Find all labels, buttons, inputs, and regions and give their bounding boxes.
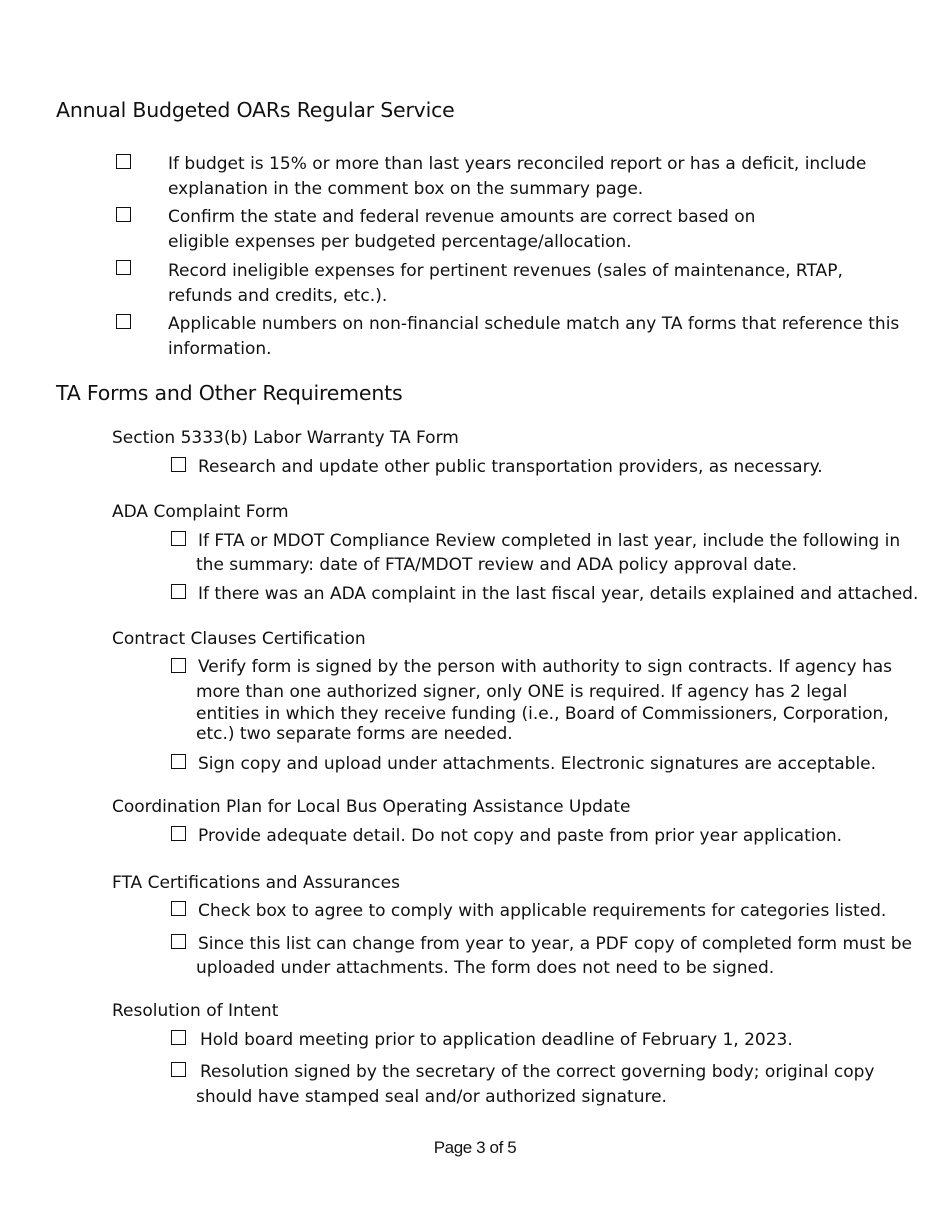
item-text-line: Record ineligible expenses for pertinent revenues (sales of maintenance, RTAP, xyxy=(168,261,843,281)
item-text-line: Confirm the state and federal revenue amounts are correct based on xyxy=(168,207,756,227)
item-verify-signed xyxy=(198,656,892,678)
checkbox-ineligible-expenses[interactable] xyxy=(116,260,131,275)
item-text-line: uploaded under attachments. The form does not need to be signed. xyxy=(196,958,775,978)
item-text-line: refunds and credits, etc.). xyxy=(168,286,388,306)
item-text-line: eligible expenses per budgeted percentage/allocation. xyxy=(168,232,632,252)
subheading-resolution-intent: Resolution of Intent xyxy=(112,1001,279,1021)
section-title-annual-budgeted: Annual Budgeted OARs Regular Service xyxy=(56,98,455,122)
item-text-line: If FTA or MDOT Compliance Review completed in last year, include the following in xyxy=(198,531,901,551)
item-verify-signed-cont xyxy=(196,681,889,745)
item-text-line: Resolution signed by the secretary of the correct governing body; original copy xyxy=(200,1062,875,1082)
subheading-fta-certifications: FTA Certifications and Assurances xyxy=(112,873,400,893)
item-board-meeting: Hold board meeting prior to application deadline of February 1, 2023. xyxy=(200,1030,793,1050)
item-text-line: explanation in the comment box on the summary page. xyxy=(168,179,644,199)
item-resolution-signed-cont xyxy=(196,1086,667,1108)
item-pdf-copy-cont xyxy=(196,957,774,979)
item-adequate-detail: Provide adequate detail. Do not copy and paste from prior year application. xyxy=(198,826,843,846)
checkbox-board-meeting[interactable] xyxy=(171,1030,186,1045)
item-ada-review-cont xyxy=(196,554,797,576)
item-non-financial xyxy=(168,312,899,362)
checkbox-resolution-signed[interactable] xyxy=(171,1062,186,1077)
item-ada-complaint: If there was an ADA complaint in the last fiscal year, details explained and attached. xyxy=(198,584,919,604)
checkbox-verify-signed[interactable] xyxy=(171,658,186,673)
item-text-line: Since this list can change from year to year, a PDF copy of completed form must be xyxy=(198,934,912,954)
item-text-line: information. xyxy=(168,339,272,359)
item-budget-deficit xyxy=(168,152,866,202)
item-ineligible-expenses xyxy=(168,259,843,309)
checkbox-non-financial[interactable] xyxy=(116,314,131,329)
item-text-line: more than one authorized signer, only ONE is required. If agency has 2 legal xyxy=(196,682,848,702)
checkbox-pdf-copy[interactable] xyxy=(171,934,186,949)
checkbox-sign-copy[interactable] xyxy=(171,754,186,769)
item-text-line: If budget is 15% or more than last years reconciled report or has a deficit, include xyxy=(168,154,867,174)
subheading-labor-warranty: Section 5333(b) Labor Warranty TA Form xyxy=(112,428,459,448)
item-text-line: should have stamped seal and/or authorized signature. xyxy=(196,1087,667,1107)
item-text-line: Verify form is signed by the person with authority to sign contracts. If agency has xyxy=(198,657,893,677)
checkbox-budget-deficit[interactable] xyxy=(116,154,131,169)
page-number: Page 3 of 5 xyxy=(433,1138,517,1157)
subheading-ada-complaint: ADA Complaint Form xyxy=(112,502,289,522)
item-text-line: etc.) two separate forms are needed. xyxy=(196,724,513,744)
item-pdf-copy xyxy=(198,933,912,955)
checkbox-ada-complaint[interactable] xyxy=(171,584,186,599)
checkbox-agree-comply[interactable] xyxy=(171,901,186,916)
checkbox-ada-review[interactable] xyxy=(171,531,186,546)
checkbox-confirm-revenue[interactable] xyxy=(116,207,131,222)
item-agree-comply: Check box to agree to comply with applicable requirements for categories listed. xyxy=(198,901,887,921)
item-text-line: entities in which they receive funding (i.e., Board of Commissioners, Corporation, xyxy=(196,704,889,724)
item-research-update: Research and update other public transportation providers, as necessary. xyxy=(198,457,823,477)
subheading-coordination-plan: Coordination Plan for Local Bus Operating Assistance Update xyxy=(112,797,631,817)
subheading-contract-clauses: Contract Clauses Certification xyxy=(112,629,366,649)
section-title-ta-forms: TA Forms and Other Requirements xyxy=(56,381,403,405)
item-text-line: the summary: date of FTA/MDOT review and ADA policy approval date. xyxy=(196,555,798,575)
item-resolution-signed xyxy=(200,1061,874,1083)
item-text-line: Applicable numbers on non-financial schedule match any TA forms that reference this xyxy=(168,314,900,334)
item-sign-copy: Sign copy and upload under attachments. Electronic signatures are acceptable. xyxy=(198,754,877,774)
item-confirm-revenue xyxy=(168,205,755,255)
checkbox-adequate-detail[interactable] xyxy=(171,826,186,841)
checkbox-research-update[interactable] xyxy=(171,457,186,472)
item-ada-review xyxy=(198,530,900,552)
